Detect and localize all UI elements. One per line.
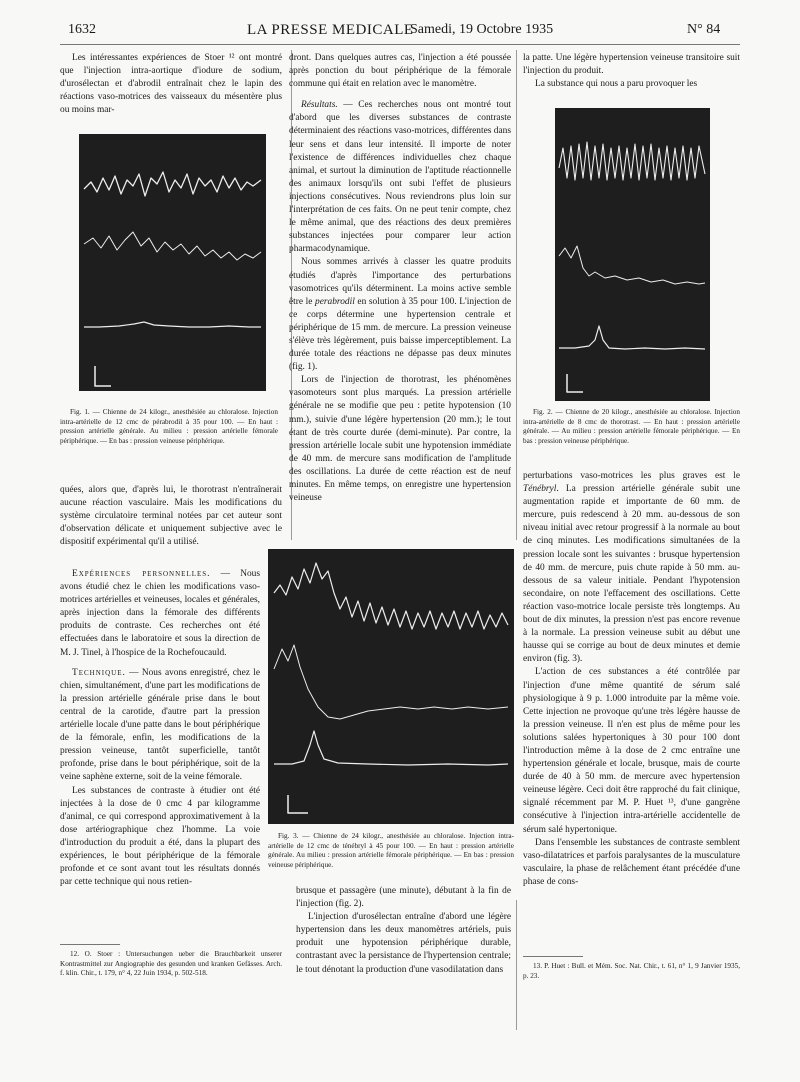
issue-date: Samedi, 19 Octobre 1935 — [410, 22, 554, 37]
figure-2-caption: Fig. 2. — Chienne de 20 kilogr., anesthésiée au chloralose. Injection intra-artérielle de 8 cmc de thorotrast. — En haut : pression artérielle générale. — Au milieu : pression artérielle fémorale périphérique. — En bas : pression veineuse périphérique. — [523, 408, 740, 445]
results-section: dront. Dans quelques autres cas, l'injection a été poussée après ponction du bout périphérique de la fémorale commune qui était en relation avec le manomètre. Résultats. — Ces recherches nous ont montré tout d'abord que les diverses substances de contraste déterminaient des réactions vaso-motrices, différentes dans leur sens et dans leur intensité. Il importe de noter l'existence de différences individuelles chez chaque animal, et surtout la diminution de l'aptitude réactionnelle des animaux lorsqu'ils ont subi l'effet de plusieurs injections consécutives. Nous reviendrons plus loin sur l'interprétation de ces faits. On ne peut tenir compte, chez le même animal, que des réactions des deux premières substances injectées pour comparer leur action pharmacodynamique. Nous sommes arrivés à classer les quatre produits étudiés d'après l'importance des perturbations vasomotrices qu'ils déterminent. La moins active semble être le perabrodil en solution à 35 pour 100. L'injection de ce corps détermine une hypertension centrale et périphérique de 15 mm. de mercure. La pression veineuse s'élève très légèrement, puis baisse imperceptiblement. La durée totale des réactions ne dépasse pas deux minutes (fig. 1). Lors de l'injection de thorotrast, les phénomènes vasomoteurs sont plus marqués. La pression artérielle générale ne se modifie que peu : petite hypotension (10 mm.), suivie d'une légère hypertension (20 mm.); le tout étant de très courte durée (demi-minute). Par contre, la pression artérielle locale subit une hypotension immédiate de 40 mm. de mercure sans modification de l'amplitude des oscillations. La durée de cette réaction est de neuf minutes. En même temps, on enregistre une hypertension veineuse — [289, 53, 511, 504]
figure-1-tracing — [79, 134, 266, 391]
header-rule — [60, 44, 740, 45]
page-number: 1632 — [68, 22, 96, 37]
figure-3-caption: Fig. 3. — Chienne de 24 kilogr., anesthésiée au chloralose. Injection intra-artérielle de 12 cmc de ténébryl à 45 pour 100. — En haut : pression artérielle générale. Au milieu : pression artérielle fémorale périphérique. — En bas : pression veineuse périphérique. — [268, 832, 514, 869]
issue-number: N° 84 — [687, 22, 721, 37]
intro-paragraph: Les intéressantes expériences de Stoer ¹² ont montré que l'injection intra-aortique d'iodure de sodium, d'urosélectan et d'abrodil entraînait chez le lapin des réactions vaso-motrices des vaisseaux du mésentère plus ou moins mar- — [60, 53, 282, 116]
experiments-section: Expériences personnelles. — Nous avons étudié chez le chien les modifications vaso-motrices artérielles et veineuses, locales et générales, après injection dans la fémorale des différents produits de contraste. Ces recherches ont été effectuées dans le laboratoire et sous la direction de M. J. Tinel, à l'hospice de la Rochefoucauld. Technique. — Nous avons enregistré, chez le chien, simultanément, d'une part les modifications de la pression artérielle générale prise dans le bout central de la carotide, d'autre part la pression artérielle locale d'une patte dans le bout périphérique de la fémorale, enfin, les modifications de la pression veineuse, tantôt superficielle, tantôt profonde, prise dans le bout périphérique, soit de la veine saphène externe, soit de la veine fémorale. Les substances de contraste à étudier ont été injectées à la dose de 0 cmc 4 par kilogramme d'animal, ce qui correspond approximativement à la dose artériographique chez l'homme. La voie d'introduction du produit a été, dans la plupart des expériences, le bout périphérique de la fémorale profonde et ce sont avant tout les résultats donnés par cette technique qui nous retien- — [60, 569, 260, 888]
footnote-13: 13. P. Huet : Bull. et Mém. Soc. Nat. Chir., t. 61, n° 1, 9 Janvier 1935, p. 23. — [523, 962, 740, 980]
column-divider — [516, 50, 517, 540]
footnote-rule — [523, 956, 583, 957]
footnote-12: 12. O. Stoer : Untersuchungen ueber die Brauchbarkeit unserer Kontrastmittel zur Angiographie des gesunden und kranken Gefässes. Arch. f. klin. Chir., t. 179, n° 4, 22 Juin 1934, p. 502-518. — [60, 950, 282, 978]
footnote-rule — [60, 944, 120, 945]
figure-1-caption: Fig. 1. — Chienne de 24 kilogr., anesthésiée au chloralose. Injection intra-artérielle de 12 cmc de pérabrodil à 35 pour 100. — En haut : pression artérielle générale. Au milieu : pression artérielle fémorale périphérique. — En bas : pression veineuse périphérique. — [60, 408, 278, 445]
column-3-top: la patte. Une légère hypertension veineuse transitoire suit l'injection du produit. La substance qui nous a paru provoquer les — [523, 53, 740, 90]
journal-title: LA PRESSE MEDICALE — [247, 22, 414, 38]
column-2-bottom: brusque et passagère (une minute), débutant à la fin de l'injection (fig. 2). L'injection d'urosélectan entraîne d'abord une légère hypertension dans les deux manomètres artériels, puis produit une hypotension périphérique durable, contrastant avec la persistance de l'hypertension centrale; le tout dénotant la production d'une vasodilatation dans — [296, 886, 511, 975]
figure-2-tracing — [555, 108, 710, 401]
figure-3-tracing — [268, 549, 514, 824]
column-3-continuation: perturbations vaso-motrices les plus graves est le Ténébryl. La pression artérielle générale subit une augmentation rapide et importante de 60 mm. de mercure, puis redescend à 20 mm. au-dessous de son niveau initial avec retour progressif à la normale au bout de cinq minutes. Les modifications simultanées de la pression locale sont les suivantes : brusque hypertension de 40 mm. de mercure, puis chute rapide à 50 mm. au-dessous de sa valeur initiale. Pendant l'hypotension secondaire, on note l'effacement des oscillations. Cette réaction vaso-motrice locale persiste très longtemps. Au bout de dix minutes, la pression n'est pas encore revenue à la normale. La pression veineuse subit au début une hausse qui se corrige au bout de deux minutes et demie environ (fig. 3). L'action de ces substances a été contrôlée par l'injection d'une même quantité de sérum salé physiologique à 9 p. 1.000 introduite par la même voie. Cette injection ne provoque qu'une très légère hausse de la pression veineuse. Il n'en est plus de même pour les solutions salées hypertoniques à 30 pour 100 dont l'introduction même à la dose de 2 cmc entraîne une hypertension générale et locale, brusque, mais de courte durée de 40 à 50 mm. de mercure avec hypertension veineuse légère. Ceci doit être rapproché du fait clinique, signalé récemment par M. P. Huet ¹³, d'une gangrène consécutive à l'injection intra-artérielle accidentelle de sérum salé hypertonique. Dans l'ensemble les substances de contraste semblent vaso-dilatatrices et parfois paralysantes de la musculature vasculaire, la phase de relâchement étant précédée d'une phase de cons- — [523, 471, 740, 887]
column-1-continuation: quées, alors que, d'après lui, le thorotrast n'entraînerait aucune réaction vasculaire. Mais les modifications du système circulatoire terminal notées par cet auteur sont d'observation délicate et uniquement subjective avec le dispositif expérimental qu'il a utilisé. — [60, 485, 282, 548]
column-divider — [516, 900, 517, 1030]
